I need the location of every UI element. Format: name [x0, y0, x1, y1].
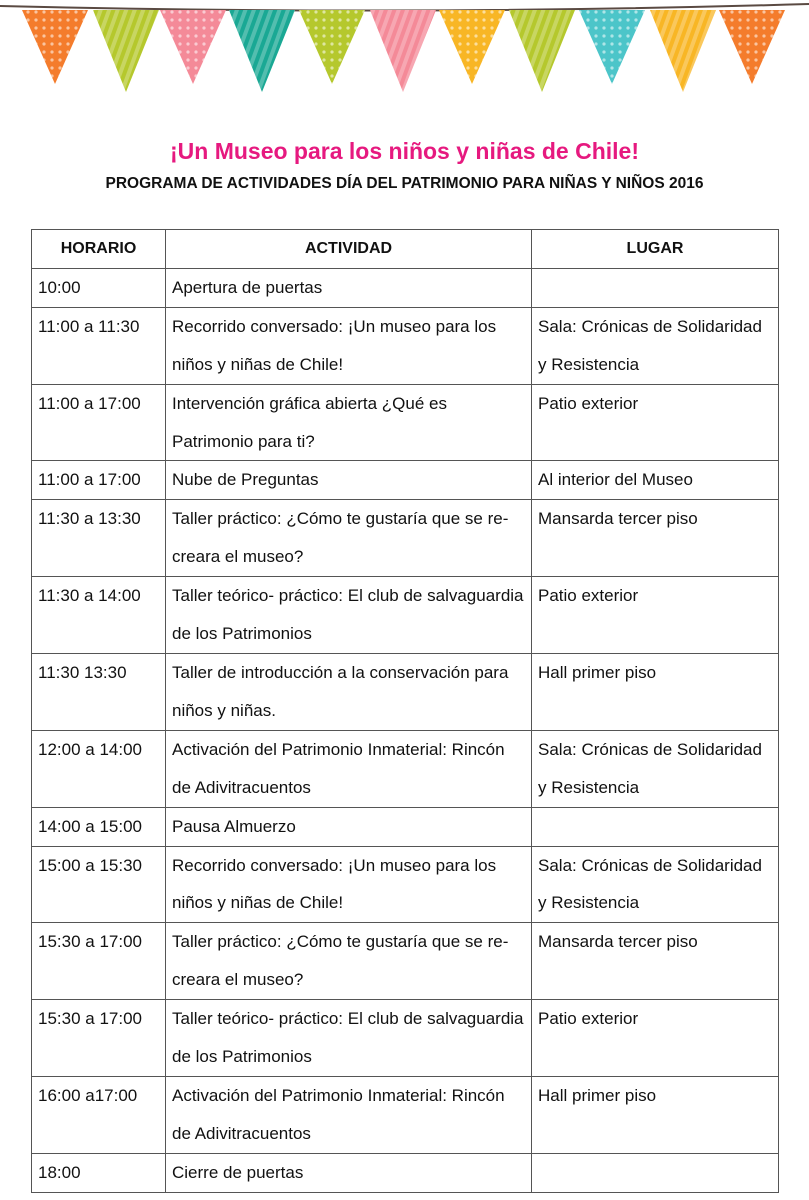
cell-horario: 12:00 a 14:00 [32, 730, 166, 807]
cell-horario: 11:30 13:30 [32, 653, 166, 730]
bunting-flag-pattern [509, 10, 575, 92]
bunting-flag-pattern [160, 10, 226, 84]
table-row [32, 807, 779, 846]
cell-actividad: Taller teórico- práctico: El club de salvaguardia de los Patrimonios [166, 1000, 532, 1077]
bunting-string [0, 4, 809, 11]
bunting-flag-pattern [579, 10, 645, 84]
cell-actividad: Cierre de puertas [166, 1153, 532, 1192]
cell-lugar: Sala: Crónicas de Solidaridad y Resistencia [532, 730, 779, 807]
bunting-flag-pattern [370, 10, 436, 92]
cell-horario: 18:00 [32, 1153, 166, 1192]
cell-horario: 14:00 a 15:00 [32, 807, 166, 846]
cell-horario: 11:30 a 13:30 [32, 500, 166, 577]
schedule-table [31, 229, 779, 1193]
cell-horario: 11:00 a 17:00 [32, 461, 166, 500]
cell-lugar: Al interior del Museo [532, 461, 779, 500]
cell-actividad: Apertura de puertas [166, 268, 532, 307]
bunting-flag-pattern [229, 10, 295, 92]
table-row [32, 846, 779, 923]
table-row [32, 1153, 779, 1192]
table-row [32, 730, 779, 807]
cell-actividad: Taller de introducción a la conservación para niños y niñas. [166, 653, 532, 730]
bunting-flag-pattern [93, 10, 159, 92]
cell-actividad: Taller teórico- práctico: El club de salvaguardia de los Patrimonios [166, 577, 532, 654]
table-row [32, 1076, 779, 1153]
table-row [32, 923, 779, 1000]
table-row [32, 461, 779, 500]
cell-actividad: Recorrido conversado: ¡Un museo para los niños y niñas de Chile! [166, 846, 532, 923]
cell-horario: 11:00 a 17:00 [32, 384, 166, 461]
cell-lugar: Patio exterior [532, 577, 779, 654]
cell-horario: 15:30 a 17:00 [32, 923, 166, 1000]
cell-actividad: Activación del Patrimonio Inmaterial: Rincón de Adivitracuentos [166, 730, 532, 807]
header-horario: HORARIO [32, 230, 166, 269]
cell-lugar: Mansarda tercer piso [532, 500, 779, 577]
header-lugar: LUGAR [532, 230, 779, 269]
cell-actividad: Recorrido conversado: ¡Un museo para los niños y niñas de Chile! [166, 307, 532, 384]
table-row [32, 307, 779, 384]
cell-actividad: Intervención gráfica abierta ¿Qué es Patrimonio para ti? [166, 384, 532, 461]
cell-horario: 11:00 a 11:30 [32, 307, 166, 384]
cell-lugar: Hall primer piso [532, 653, 779, 730]
cell-lugar: Patio exterior [532, 384, 779, 461]
table-row [32, 653, 779, 730]
cell-lugar: Hall primer piso [532, 1076, 779, 1153]
cell-lugar [532, 807, 779, 846]
cell-horario: 10:00 [32, 268, 166, 307]
table-row [32, 1000, 779, 1077]
page-subtitle: PROGRAMA DE ACTIVIDADES DÍA DEL PATRIMONIO PARA NIÑAS Y NIÑOS 2016 [105, 175, 704, 192]
bunting-flag-pattern [299, 10, 365, 84]
cell-lugar [532, 268, 779, 307]
cell-actividad: Taller práctico: ¿Cómo te gustaría que se re- creara el museo? [166, 500, 532, 577]
cell-lugar: Sala: Crónicas de Solidaridad y Resistencia [532, 846, 779, 923]
header-actividad: ACTIVIDAD [166, 230, 532, 269]
cell-actividad: Taller práctico: ¿Cómo te gustaría que se re-creara el museo? [166, 923, 532, 1000]
bunting-flag-pattern [22, 10, 88, 84]
cell-horario: 16:00 a17:00 [32, 1076, 166, 1153]
cell-horario: 11:30 a 14:00 [32, 577, 166, 654]
cell-lugar: Patio exterior [532, 1000, 779, 1077]
table-row [32, 577, 779, 654]
cell-lugar [532, 1153, 779, 1192]
cell-actividad: Activación del Patrimonio Inmaterial: Rincón de Adivitracuentos [166, 1076, 532, 1153]
table-row [32, 384, 779, 461]
cell-horario: 15:00 a 15:30 [32, 846, 166, 923]
cell-lugar: Mansarda tercer piso [532, 923, 779, 1000]
bunting-decoration [0, 0, 809, 110]
table-row [32, 500, 779, 577]
table-row [32, 268, 779, 307]
cell-actividad: Pausa Almuerzo [166, 807, 532, 846]
bunting-flag-pattern [439, 10, 505, 84]
cell-actividad: Nube de Preguntas [166, 461, 532, 500]
page-title: ¡Un Museo para los niños y niñas de Chile! [169, 138, 640, 164]
cell-horario: 15:30 a 17:00 [32, 1000, 166, 1077]
bunting-flag-pattern [650, 10, 716, 92]
bunting-flag-pattern [719, 10, 785, 84]
table-header-row [32, 230, 779, 269]
cell-lugar: Sala: Crónicas de Solidaridad y Resistencia [532, 307, 779, 384]
